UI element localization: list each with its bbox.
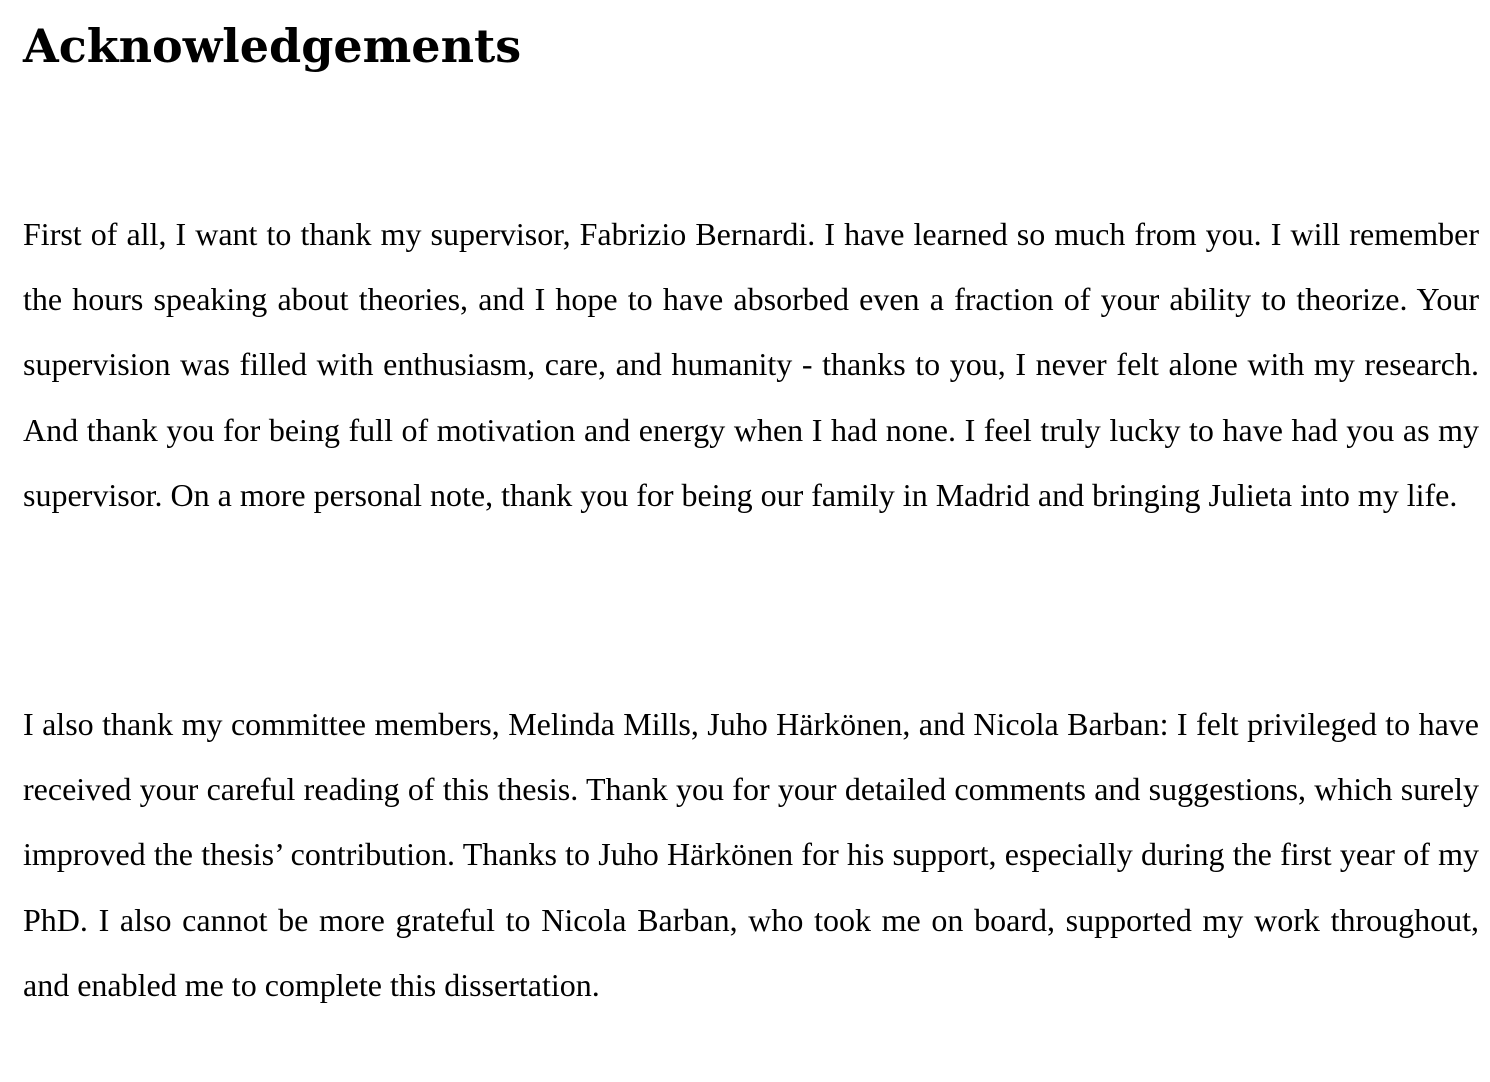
paragraph-supervisor: First of all, I want to thank my supervisor, Fabrizio Bernardi. I have learned so much from you. I will remember the hours speaking about theories, and I hope to have absorbed even a fraction of your ability to theorize. Your supervision was filled with enthusiasm, care, and humanity - thanks to you, I never felt alone with my research. And thank you for being full of motivation and energy when I had none. I feel truly lucky to have had you as my supervisor. On a more personal note, thank you for being our family in Madrid and bringing Julieta into my life.	[23, 216, 1479, 513]
paragraph-committee: I also thank my committee members, Melinda Mills, Juho Härkönen, and Nicola Barban: I felt privileged to have received your careful reading of this thesis. Thank you for your detailed comments and suggestions, which surely improved the thesis’ contribution. Thanks to Juho Härkönen for his support, especially during the first year of my PhD. I also cannot be more grateful to Nicola Barban, who took me on board, supported my work throughout, and enabled me to complete this dissertation.	[23, 706, 1479, 1003]
page-title: Acknowledgements	[23, 19, 522, 73]
